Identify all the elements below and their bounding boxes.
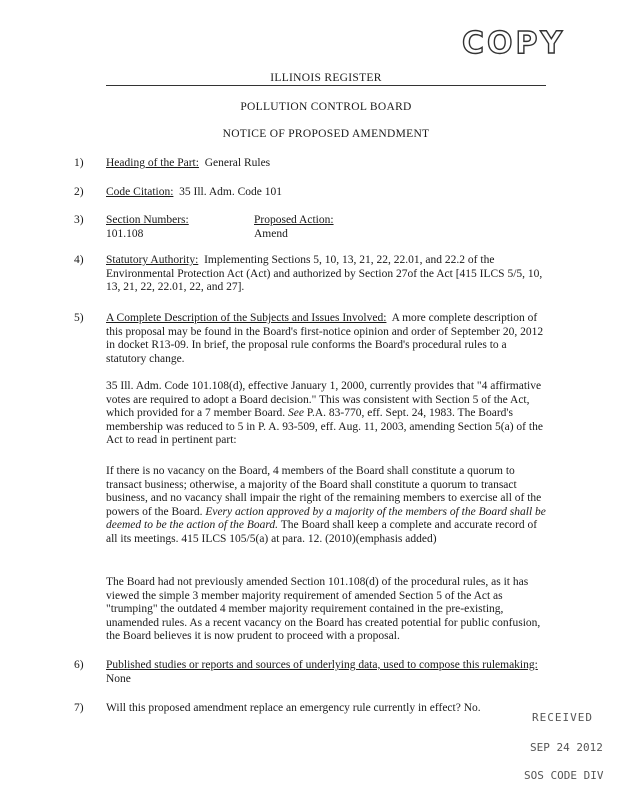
item-5-para-1-text: A more complete description of this proposal may be found in the Board's first-notice opinion and order of September 20, 2012 in docket R13-09. In brief, the proposal rule conforms the Board's procedural rules to a statutory change. xyxy=(106,312,544,365)
item-4-number: 4) xyxy=(74,254,84,266)
register-title: ILLINOIS REGISTER xyxy=(270,72,382,84)
item-2-number: 2) xyxy=(74,186,84,198)
item-1-label: Heading of the Part: xyxy=(106,157,199,169)
register-header xyxy=(106,72,546,86)
item-7-text: Will this proposed amendment replace an emergency rule currently in effect? No. xyxy=(106,702,481,714)
item-5-para-4 xyxy=(106,576,546,644)
item-7-number: 7) xyxy=(74,702,84,714)
board-title: POLLUTION CONTROL BOARD xyxy=(240,101,412,113)
item-6 xyxy=(106,659,546,686)
item-5-quote xyxy=(106,465,546,547)
notice-title: NOTICE OF PROPOSED AMENDMENT xyxy=(222,128,430,140)
see-italic: See xyxy=(288,407,304,420)
received-stamp-division: SOS CODE DIV xyxy=(524,769,604,782)
item-6-label: Published studies or reports and sources of underlying data, used to compose this rulemaking: xyxy=(106,659,538,671)
item-1 xyxy=(106,157,546,171)
item-5-para-2 xyxy=(106,380,546,448)
quote-italic: Every action approved by a majority of the members of the Board shall be deemed to be the action of the Board. xyxy=(106,505,546,532)
item-4 xyxy=(106,254,546,295)
item-7 xyxy=(106,702,546,716)
item-6-value: None xyxy=(106,672,131,685)
proposed-action-label: Proposed Action: xyxy=(254,214,334,226)
item-4-text: Implementing Sections 5, 10, 13, 21, 22, 22.01, and 22.2 of the Environmental Protection Act (Act) and authorized by Section 27of the Act [415 ILCS 5/5, 10, 13, 21, 22, 22.01, 22, and 27]. xyxy=(106,254,543,294)
received-stamp-line-1: RECEIVED xyxy=(532,711,593,724)
item-3-number: 3) xyxy=(74,214,84,226)
item-3-col2 xyxy=(254,214,414,241)
item-2-value: 35 Ill. Adm. Code 101 xyxy=(179,186,283,198)
item-3-col1 xyxy=(106,214,246,241)
item-5 xyxy=(106,312,546,366)
item-5-label: A Complete Description of the Subjects and Issues Involved: xyxy=(106,312,387,324)
copy-stamp: COPY xyxy=(462,26,566,61)
item-2-label: Code Citation: xyxy=(106,186,174,198)
quote-text-b: The Board shall keep a complete and accurate record of all its meetings. 415 ILCS 105/5(a) at para. 12. (2010)(emphasis added) xyxy=(106,519,538,545)
received-stamp-date: SEP 24 2012 xyxy=(530,741,603,754)
proposed-action-value: Amend xyxy=(254,227,288,240)
item-5-number: 5) xyxy=(74,312,84,324)
quote-text-a: If there is no vacancy on the Board, 4 members of the Board shall constitute a quorum to transact business; otherwise, a majority of the Board shall constitute a quorum to transact business, and no vacancy shall impair the right of the remaining members to exercise all of the powers of the Board. xyxy=(106,465,542,518)
item-1-number: 1) xyxy=(74,157,84,169)
section-numbers-label: Section Numbers: xyxy=(106,214,189,226)
item-5-para-1 xyxy=(106,312,546,366)
item-5-para-2-text-b: P.A. 83-770, eff. Sept. 24, 1983. The Board's membership was reduced to 5 in P. A. 93-509, eff. Aug. 11, 2003, amending Section 5(a) of the Act to read in pertinent part: xyxy=(106,407,543,447)
item-5-para-4-text: The Board had not previously amended Section 101.108(d) of the procedural rules, as it has viewed the simple 3 member majority requirement of amended Section 5 of the Act as "trumping" the outdated 4 member majority requirement contained in the pre-existing, unamended rules. As a recent vacancy on the Board has created potential for public confusion, the Board believes it is now prudent to proceed with a proposal. xyxy=(106,576,541,643)
item-6-number: 6) xyxy=(74,659,84,671)
section-numbers-value: 101.108 xyxy=(106,227,144,240)
item-2 xyxy=(106,186,546,200)
item-4-label: Statutory Authority: xyxy=(106,254,199,266)
item-1-value: General Rules xyxy=(204,157,271,169)
item-5-para-2-text: 35 Ill. Adm. Code 101.108(d), effective January 1, 2000, currently provides that "4 affirmative votes are required to adopt a Board decision." This was consistent with Section 5 of the Act, which provided for a 7 member Board. xyxy=(106,380,542,420)
